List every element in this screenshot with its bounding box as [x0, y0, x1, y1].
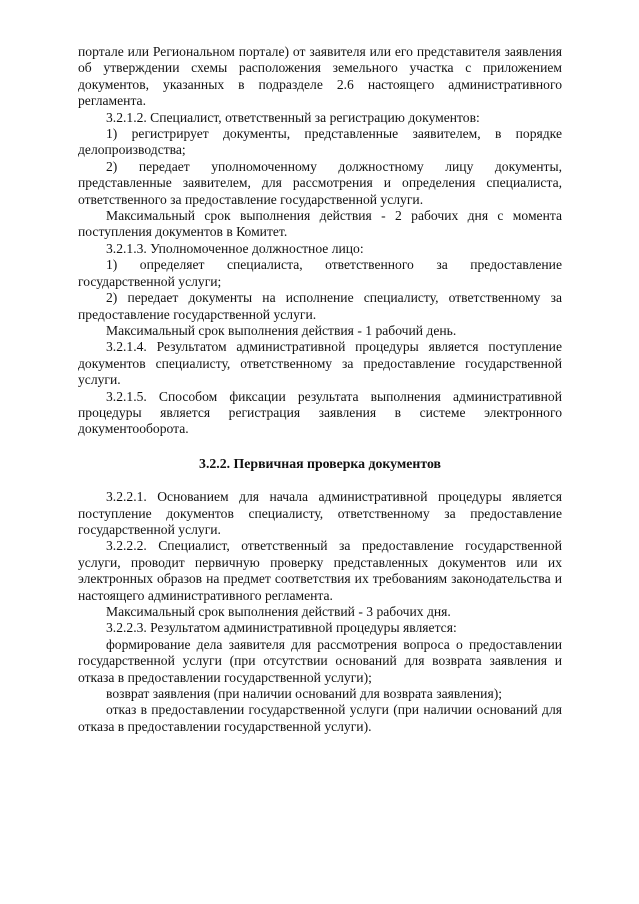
document-page	[78, 44, 562, 735]
paragraph: Максимальный срок выполнения действия - 2 рабочих дня с момента поступления документов в Комитет.	[78, 208, 562, 240]
paragraph: Максимальный срок выполнения действия - 1 рабочий день.	[106, 322, 457, 338]
paragraph: возврат заявления (при наличии оснований для возврата заявления);	[106, 686, 503, 702]
paragraph: 1) регистрирует документы, представленные заявителем, в порядке делопроизводства;	[78, 126, 562, 158]
paragraph: формирование дела заявителя для рассмотрения вопроса о предоставлении государственной услуги (при отсутствии оснований для возврата заявления и отказа в предоставлении государственной услуги);	[78, 636, 562, 685]
paragraph: 3.2.2.3. Результатом административной процедуры является:	[106, 620, 457, 636]
paragraph: 3.2.2.2. Специалист, ответственный за предоставление государственной услуги, проводит первичную проверку представленных документов или их электронных образов на предмет соответствия их требованиям законодательства и настоящего административного регламента.	[78, 538, 562, 603]
paragraph: Максимальный срок выполнения действий - 3 рабочих дня.	[106, 604, 451, 619]
paragraph: 1) определяет специалиста, ответственного за предоставление государственной услуги;	[78, 257, 562, 289]
paragraph: отказ в предоставлении государственной услуги (при наличии оснований для отказа в предоставлении государственной услуги).	[78, 702, 562, 734]
paragraph: 2) передает документы на исполнение специалисту, ответственному за предоставление государственной услуги.	[78, 290, 562, 322]
paragraph: 3.2.1.3. Уполномоченное должностное лицо:	[106, 240, 364, 256]
paragraph: 3.2.1.5. Способом фиксации результата выполнения административной процедуры является регистрация заявления в системе электронного документооборота.	[78, 388, 562, 437]
paragraph: 2) передает уполномоченному должностному лицу документы, представленные заявителем, для рассмотрения и определения специалиста, ответственного за предоставление государственной услуги.	[78, 158, 562, 207]
section-heading: 3.2.2. Первичная проверка документов	[199, 455, 441, 471]
paragraph: порталe или Региональном портале) от заявителя или его представителя заявления об утверждении схемы расположения земельного участка с приложением документов, указанных в подразделе 2.6 настоящего административного регламента.	[78, 44, 562, 109]
paragraph: 3.2.2.1. Основанием для начала административной процедуры является поступление документов специалисту, ответственному за предоставление государственной услуги.	[78, 489, 562, 537]
paragraph: 3.2.1.2. Специалист, ответственный за регистрацию документов:	[106, 109, 480, 125]
paragraph: 3.2.1.4. Результатом административной процедуры является поступление документов специалисту, ответственному за предоставление государственной услуги.	[78, 339, 562, 388]
